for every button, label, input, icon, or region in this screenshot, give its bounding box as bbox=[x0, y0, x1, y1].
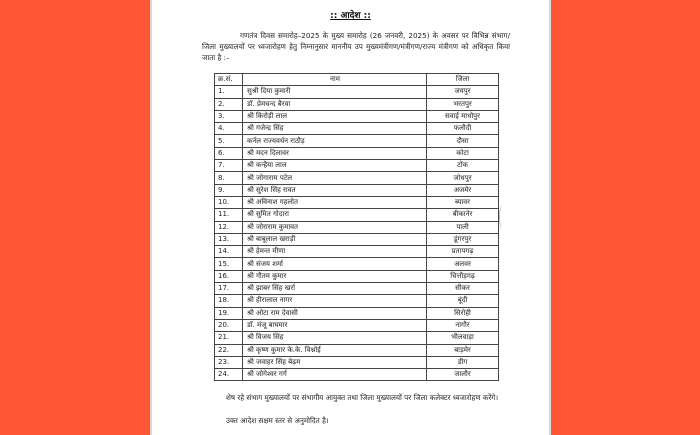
serial-cell: 12. bbox=[215, 221, 243, 233]
name-cell: कर्नल राज्यवर्धन राठौड़ bbox=[243, 135, 427, 147]
name-cell: श्री जोगाराम पटेल bbox=[243, 172, 427, 184]
name-cell: श्री गजेन्द्र सिंह bbox=[243, 123, 427, 135]
name-cell: डॉ. प्रेमचन्द बैरवा bbox=[243, 98, 427, 110]
table-row bbox=[215, 344, 499, 356]
pen-mark bbox=[499, 205, 506, 229]
table-row bbox=[215, 295, 499, 307]
district-cell: जयपुर bbox=[427, 86, 499, 98]
serial-cell: 15. bbox=[215, 258, 243, 270]
district-cell: जालौर bbox=[427, 369, 499, 381]
serial-cell: 7. bbox=[215, 160, 243, 172]
district-cell: जोधपुर bbox=[427, 172, 499, 184]
table-row bbox=[215, 307, 499, 319]
serial-cell: 3. bbox=[215, 110, 243, 122]
table-row bbox=[215, 332, 499, 344]
district-cell: सिरोही bbox=[427, 307, 499, 319]
name-cell: श्री हेमन्त मीणा bbox=[243, 246, 427, 258]
serial-cell: 22. bbox=[215, 344, 243, 356]
serial-cell: 17. bbox=[215, 283, 243, 295]
district-cell: अजमेर bbox=[427, 184, 499, 196]
name-cell: श्री कृष्ण कुमार के.के. विश्नोई bbox=[243, 344, 427, 356]
name-cell: श्री बाबूलाल खराड़ी bbox=[243, 233, 427, 245]
table-row bbox=[215, 369, 499, 381]
district-cell: बूंदी bbox=[427, 295, 499, 307]
district-cell: बीकानेर bbox=[427, 209, 499, 221]
district-cell: कोटा bbox=[427, 147, 499, 159]
table-row bbox=[215, 270, 499, 282]
name-cell: श्री जोराराम कुमावत bbox=[243, 221, 427, 233]
table-row bbox=[215, 246, 499, 258]
serial-cell: 21. bbox=[215, 332, 243, 344]
name-cell: श्री जोगेश्वर गर्ग bbox=[243, 369, 427, 381]
serial-cell: 23. bbox=[215, 356, 243, 368]
table-row bbox=[215, 258, 499, 270]
district-cell: नागौर bbox=[427, 319, 499, 331]
document-title: :: आदेश :: bbox=[330, 11, 371, 21]
table-row bbox=[215, 135, 499, 147]
header-name: नाम bbox=[243, 74, 427, 86]
district-cell: भीलवाड़ा bbox=[427, 332, 499, 344]
name-cell: श्री सुमित गोदारा bbox=[243, 209, 427, 221]
name-cell: श्री हीरालाल नागर bbox=[243, 295, 427, 307]
table-row bbox=[215, 86, 499, 98]
table-row bbox=[215, 209, 499, 221]
district-cell: चित्तौड़गढ़ bbox=[427, 270, 499, 282]
header-serial: क्र.सं. bbox=[215, 74, 243, 86]
district-cell: डूंगरपुर bbox=[427, 233, 499, 245]
name-cell: श्री झाबर सिंह खर्रा bbox=[243, 283, 427, 295]
document-page bbox=[150, 0, 551, 435]
district-cell: पाली bbox=[427, 221, 499, 233]
district-cell: डीग bbox=[427, 356, 499, 368]
table-row bbox=[215, 319, 499, 331]
serial-cell: 24. bbox=[215, 369, 243, 381]
table-row bbox=[215, 196, 499, 208]
table-row bbox=[215, 98, 499, 110]
table-row bbox=[215, 283, 499, 295]
serial-cell: 13. bbox=[215, 233, 243, 245]
district-cell: सीकर bbox=[427, 283, 499, 295]
name-cell: श्री विजय सिंह bbox=[243, 332, 427, 344]
district-cell: सवाई माधोपुर bbox=[427, 110, 499, 122]
table-row bbox=[215, 184, 499, 196]
district-cell: भरतपुर bbox=[427, 98, 499, 110]
table-row bbox=[215, 172, 499, 184]
intro-paragraph: गणतंत्र दिवस समारोह–2025 के मुख्य समारोह (26 जनवरी, 2025) के अवसर पर विभिन्न संभाग/जिला मुख्यालयों पर ध्वजारोहण हेतु निम्नानुसार माननीय उप मुख्यमंत्रीगण/मंत्रीगण/राज्य मंत्रीगण को अधिकृत किया जाता है :– bbox=[202, 31, 510, 62]
name-cell: श्री ओटा राम देवासी bbox=[243, 307, 427, 319]
name-cell: श्री जवाहर सिंह बेढ़म bbox=[243, 356, 427, 368]
serial-cell: 19. bbox=[215, 307, 243, 319]
name-cell: डॉ. मंजू बाघमार bbox=[243, 319, 427, 331]
approval-line: उक्त आदेश सक्षम स्तर से अनुमोदित है। bbox=[226, 416, 329, 425]
name-cell: श्री गौतम कुमार bbox=[243, 270, 427, 282]
district-cell: फलौदी bbox=[427, 123, 499, 135]
district-cell: टोंक bbox=[427, 160, 499, 172]
serial-cell: 4. bbox=[215, 123, 243, 135]
name-cell: श्री किरोड़ी लाल bbox=[243, 110, 427, 122]
table-row bbox=[215, 147, 499, 159]
serial-cell: 2. bbox=[215, 98, 243, 110]
serial-cell: 6. bbox=[215, 147, 243, 159]
minister-district-table bbox=[214, 73, 499, 381]
serial-cell: 14. bbox=[215, 246, 243, 258]
district-cell: ब्यावर bbox=[427, 196, 499, 208]
name-cell: श्री संजय शर्मा bbox=[243, 258, 427, 270]
name-cell: श्री अविनाश गहलोत bbox=[243, 196, 427, 208]
header-district: जिला bbox=[427, 74, 499, 86]
table-row bbox=[215, 160, 499, 172]
table-row bbox=[215, 356, 499, 368]
name-cell: सुश्री दिया कुमारी bbox=[243, 86, 427, 98]
serial-cell: 5. bbox=[215, 135, 243, 147]
district-cell: अलवर bbox=[427, 258, 499, 270]
closing-paragraph: शेष रहे संभाग मुख्यालयों पर संभागीय आयुक्त तथा जिला मुख्यालयों पर जिला कलेक्टर ध्वजारोहण करेंगे। bbox=[226, 393, 499, 402]
table-header-row bbox=[215, 74, 499, 86]
table-row bbox=[215, 110, 499, 122]
serial-cell: 16. bbox=[215, 270, 243, 282]
table-row bbox=[215, 233, 499, 245]
name-cell: श्री मदन दिलावर bbox=[243, 147, 427, 159]
serial-cell: 11. bbox=[215, 209, 243, 221]
name-cell: श्री सुरेश सिंह रावत bbox=[243, 184, 427, 196]
serial-cell: 9. bbox=[215, 184, 243, 196]
serial-cell: 8. bbox=[215, 172, 243, 184]
serial-cell: 10. bbox=[215, 196, 243, 208]
serial-cell: 18. bbox=[215, 295, 243, 307]
table-row bbox=[215, 221, 499, 233]
name-cell: श्री कन्हैया लाल bbox=[243, 160, 427, 172]
district-cell: बाड़मेर bbox=[427, 344, 499, 356]
table-row bbox=[215, 123, 499, 135]
serial-cell: 20. bbox=[215, 319, 243, 331]
serial-cell: 1. bbox=[215, 86, 243, 98]
district-cell: दौसा bbox=[427, 135, 499, 147]
district-cell: प्रतापगढ़ bbox=[427, 246, 499, 258]
